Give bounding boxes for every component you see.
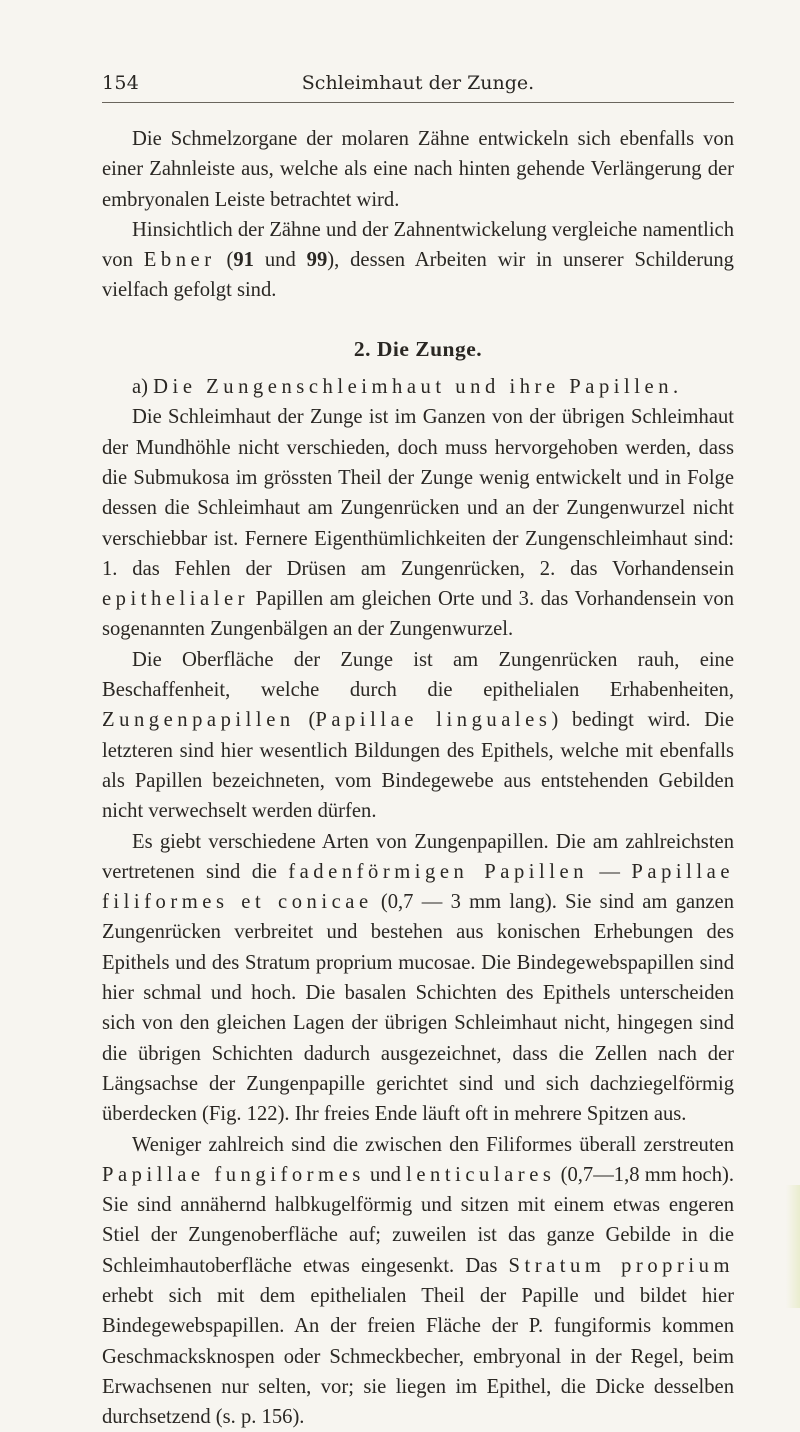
emphasis: Papillae fungiformes: [102, 1164, 365, 1186]
page-header: [102, 70, 734, 103]
page-number: 154: [102, 72, 139, 94]
page-body: [102, 124, 734, 1432]
text-run: (0,7—1,8 mm hoch). Sie sind annähernd halbkugelförmig und sitzen mit einem etwas engeren Stiel der Zungenoberfläche auf; zuweilen ist das ganze Gebilde in die Schleimhautoberfläche etwas eingesenkt. Das: [102, 1164, 734, 1277]
paragraph-tongue-surface: [102, 645, 734, 827]
emphasis: epithelialer: [102, 588, 249, 610]
text-run: —: [588, 861, 631, 883]
paragraph-ebner-reference: [102, 215, 734, 306]
section-heading: 2. Die Zunge.: [102, 334, 734, 364]
emphasis: lenticulares: [406, 1164, 555, 1186]
paragraph-molar-enamel: Die Schmelzorgane der molaren Zähne entwickeln sich ebenfalls von einer Zahnleiste aus, welche als eine nach hinten gehende Verlängerung der embryonalen Leiste betrachtet wird.: [102, 124, 734, 215]
text-run: und: [254, 249, 307, 271]
author-name: Ebner: [144, 249, 216, 271]
subsection-label: a): [132, 376, 153, 398]
subsection-heading: [102, 372, 734, 402]
emphasis: Zungenpapillen: [102, 709, 295, 731]
text-run: und: [365, 1164, 406, 1186]
emphasis: fadenförmigen Papillen: [288, 861, 588, 883]
emphasis: Papillae filiformes et conicae: [102, 861, 734, 913]
text-run: ), dessen Arbeiten wir in unserer Schilderung vielfach gefolgt sind.: [102, 249, 734, 301]
text-run: Weniger zahlreich sind die zwischen den Filiformes überall zerstreuten: [132, 1134, 734, 1156]
text-run: Die Oberfläche der Zunge ist am Zungenrücken rauh, eine Beschaffenheit, welche durch die epithelialen Erhabenheiten,: [102, 649, 734, 701]
scan-edge-tint: [786, 1185, 800, 1308]
paragraph-papillae-filiformes: [102, 827, 734, 1130]
text-run: (0,7 — 3 mm lang). Sie sind am ganzen Zungenrücken verbreitet und bestehen aus konischen Erhebungen des Epithels und des Stratum proprium mucosae. Die Bindegewebspapillen sind hier schmal und hoch. Die basalen Schichten des Epithels unterscheiden sich von den gleichen Lagen der übrigen Schleimhaut nicht, hingegen sind die übrigen Schichten dadurch ausgezeichnet, dass die Zellen nach der Längsachse der Zungenpapille gerichtet sind und sich dachziegelförmig überdecken (Fig. 122). Ihr freies Ende läuft oft in mehrere Spitzen aus.: [102, 891, 734, 1125]
bibliography-ref: 99: [307, 249, 328, 271]
bibliography-ref: 91: [233, 249, 254, 271]
text-run: Die Schleimhaut der Zunge ist im Ganzen von der übrigen Schleimhaut der Mundhöhle nicht verschieden, doch muss hervorgehoben werden, dass die Submukosa im grössten Theil der Zunge wenig entwickelt und in Folge dessen die Schleimhaut am Zungenrücken und an der Zungenwurzel nicht verschiebbar ist. Fernere Eigenthümlichkeiten der Zungenschleimhaut sind: 1. das Fehlen der Drüsen am Zungenrücken, 2. das Vorhandensein: [102, 406, 734, 579]
emphasis: Papillae linguales: [315, 709, 551, 731]
text-run: (: [295, 709, 316, 731]
text-run: Papillen am gleichen Orte und 3. das Vorhandensein von sogenannten Zungenbälgen an der Zungenwurzel.: [102, 588, 734, 640]
text-run: Es giebt verschiedene Arten von Zungenpapillen. Die am zahlreichsten vertretenen sind die: [102, 831, 734, 883]
paragraph-papillae-fungiformes: [102, 1130, 734, 1432]
emphasis: Stratum proprium: [509, 1255, 735, 1277]
text-run: ) bedingt wird. Die letzteren sind hier wesentlich Bildungen des Epithels, welche mit ebenfalls als Papillen bezeichneten, vom Bindegewebe aus entstehenden Gebilden nicht verwechselt werden dürfen.: [102, 709, 734, 822]
running-title: Schleimhaut der Zunge.: [102, 72, 734, 94]
text-run: erhebt sich mit dem epithelialen Theil der Papille und bildet hier Bindegewebspapillen. An der freien Fläche der P. fungiformis kommen Geschmacksknospen oder Schmeckbecher, embryonal in der Regel, beim Erwachsenen nur selten, vor; sie liegen im Epithel, die Dicke desselben durchsetzend (s. p. 156).: [102, 1285, 734, 1428]
subsection-title: Die Zungenschleimhaut und ihre Papillen.: [153, 376, 683, 398]
text-run: Hinsichtlich der Zähne und der Zahnentwickelung vergleiche namentlich von: [102, 219, 734, 271]
paragraph-tongue-mucosa: [102, 402, 734, 644]
text-run: (: [216, 249, 234, 271]
